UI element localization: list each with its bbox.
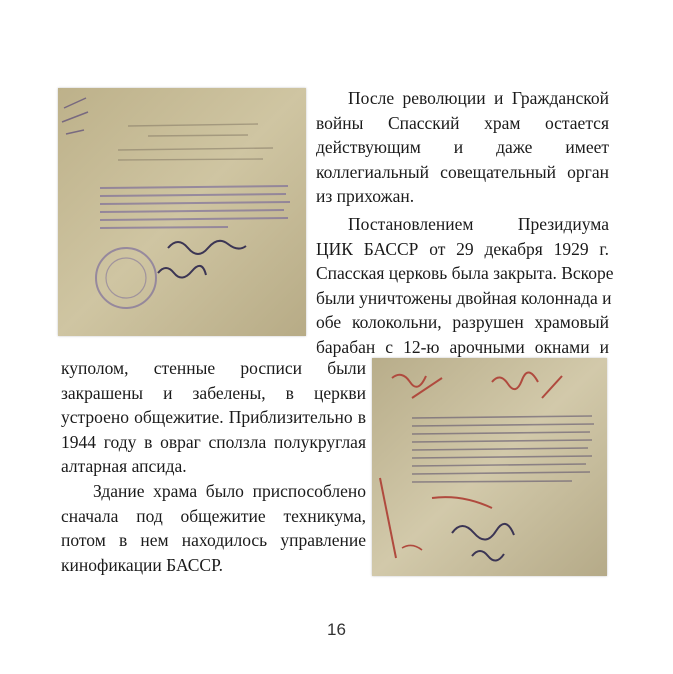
text-line: устроено общежитие. Приблизительно в <box>61 407 366 427</box>
text-line: обе колокольни, разрушен храмовый <box>316 312 609 332</box>
paragraph-2-top <box>316 212 614 359</box>
text-line: После революции и Гражданской <box>348 88 609 108</box>
text-line: коллегиальный совещательный орган <box>316 161 609 182</box>
text-line: 1944 году в овраг сползла полукруглая <box>61 431 366 452</box>
text-line: действующим и даже имеет <box>316 137 609 157</box>
text-line: Постановлением Президиума <box>348 214 609 234</box>
text-line: кинофикации БАССР. <box>61 554 224 575</box>
page-number: 16 <box>327 620 346 639</box>
paragraph-3 <box>61 479 366 577</box>
text-line: Здание храма было приспособлено <box>93 481 366 501</box>
archive-document-photo-2 <box>372 358 607 576</box>
text-line: войны Спасский храм остается <box>316 112 609 133</box>
text-line: сначала под общежитие техникума, <box>61 505 366 526</box>
text-line: барабан с 12-ю арочными окнами и <box>316 336 609 357</box>
text-line: Спасская церковь была закрыта. Вскоре <box>316 263 614 283</box>
paragraph-1 <box>316 86 609 209</box>
text-line: закрашены и забелены, в церкви <box>61 382 366 403</box>
archive-document-photo-1 <box>58 88 306 336</box>
text-line: потом в нем находилось управление <box>61 530 366 550</box>
text-line: куполом, стенные росписи были <box>61 358 366 378</box>
text-line: были уничтожены двойная колоннада и <box>316 287 612 308</box>
text-line: алтарная апсида. <box>61 456 187 476</box>
paragraph-2-bottom <box>61 356 366 479</box>
text-line: ЦИК БАССР от 29 декабря 1929 г. <box>316 238 609 259</box>
text-line: из прихожан. <box>316 186 415 206</box>
